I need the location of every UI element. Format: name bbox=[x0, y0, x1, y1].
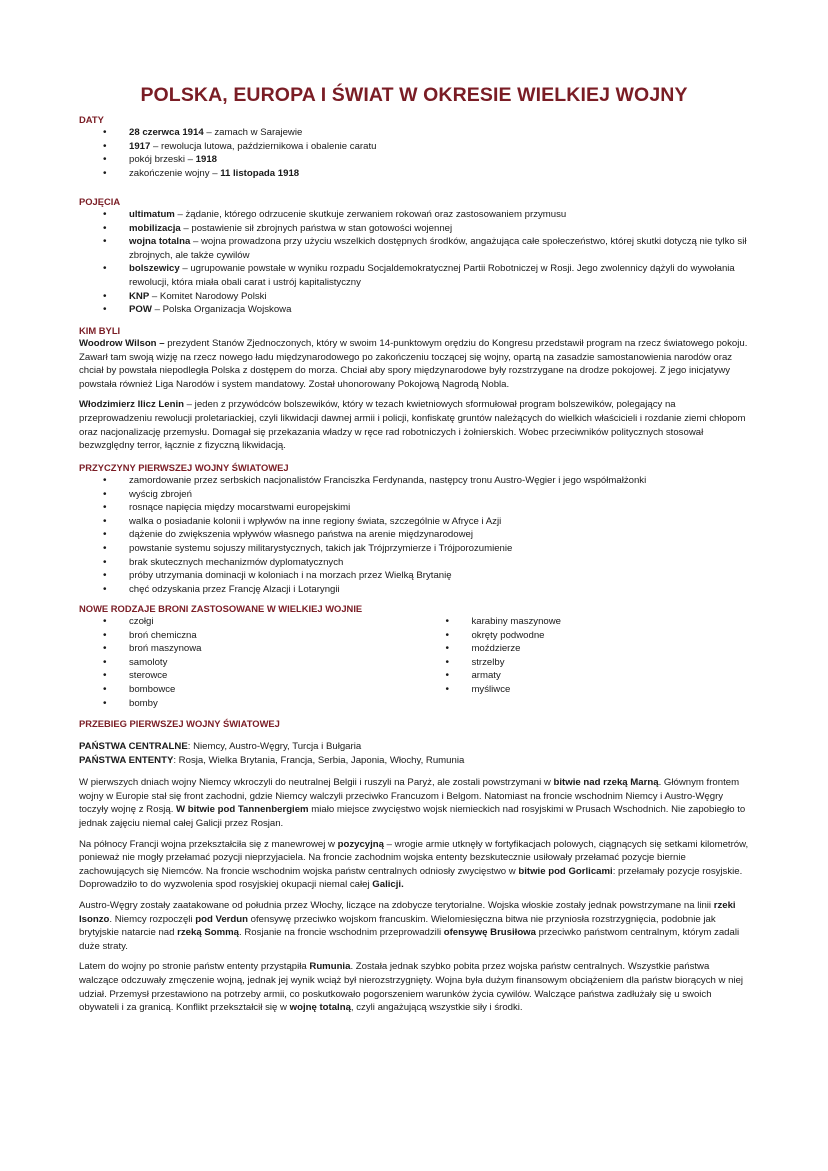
list-item: • powstanie systemu sojuszy militarystycznych, takich jak Trójprzymierze i Trójporozumienie bbox=[79, 542, 749, 556]
list-item: • bolszewicy – ugrupowanie powstałe w wyniku rozpadu Socjaldemokratycznej Partii Robotniczej w Rosji. Jego zwolennicy dążyli do wywołania rewolucji, która miała obali carat i ustrój kapitalistyczny bbox=[79, 262, 749, 289]
text-run: – wrogie armie utknęły w fortyfikacjach polowych, ciągnących się setkami kilometrów, ponieważ nie mogły przełamać pozycji nieprzyjaciela. Na froncie zachodnim wojska ententy bezskutecznie usiłowały przełamać pozycje biernie zachowujących się Niemców. Na froncie wschodnim wojska państw centralnych odniosły zwycięstwo w bbox=[79, 838, 749, 877]
przebieg-paragraph-2 bbox=[79, 838, 749, 892]
list-item: • bomby bbox=[79, 697, 421, 711]
list-item: • próby utrzymania dominacji w koloniach i na morzach przez Wielką Brytanię bbox=[79, 569, 749, 583]
bold-term: ofensywę Brusiłowa bbox=[443, 927, 536, 939]
section-heading-bronie: NOWE RODZAJE BRONI ZASTOSOWANE W WIELKIEJ WOJNIE bbox=[79, 603, 363, 614]
list-item: • czołgi bbox=[79, 615, 421, 629]
text-run: przeciwko państwom centralnym, którym zadali duże straty. bbox=[79, 927, 740, 952]
bold-term: rzeką Sommą bbox=[177, 927, 239, 939]
list-item: • walka o posiadanie kolonii i wpływów na inne regiony świata, szczególnie w Afryce i Azji bbox=[79, 515, 749, 529]
text-run: Na północy Francji wojna przekształciła się z manewrowej w bbox=[79, 838, 338, 850]
list-item: • myśliwce bbox=[421, 683, 749, 697]
przebieg-paragraph-4 bbox=[79, 960, 749, 1014]
list-item: • bombowce bbox=[79, 683, 421, 697]
section-heading-przebieg: PRZEBIEG PIERWSZEJ WOJNY ŚWIATOWEJ bbox=[79, 718, 280, 729]
list-item: • wojna totalna – wojna prowadzona przy użyciu wszelkich dostępnych środków, angażująca całe społeczeństwo, której skutki dotyczą nie tylko sił zbrojnych, ale także cywilów bbox=[79, 235, 749, 262]
list-item: • mobilizacja – postawienie sił zbrojnych państwa w stan gotowości wojennej bbox=[79, 222, 749, 236]
ententy-line: PAŃSTWA ENTENTY: Rosja, Wielka Brytania, Francja, Serbia, Japonia, Włochy, Rumunia bbox=[79, 754, 465, 766]
list-item: • okręty podwodne bbox=[421, 629, 749, 643]
bold-term: bitwie nad rzeką Marną bbox=[553, 777, 659, 789]
bold-term: bitwie pod Gorlicami bbox=[518, 865, 613, 877]
text-run: miało miejsce zwycięstwo wojsk niemieckich nad rosyjskimi w Prusach Wschodnich. Nie zapobiegło to jednak zajęciu niemal całej Galicji przez Rosjan. bbox=[79, 804, 746, 829]
bronie-columns bbox=[79, 615, 749, 710]
list-item: • brak skutecznych mechanizmów dyplomatycznych bbox=[79, 556, 749, 570]
section-przebieg bbox=[79, 717, 749, 1015]
section-kim-byli bbox=[79, 324, 749, 453]
list-item: • wyścig zbrojeń bbox=[79, 488, 749, 502]
text-run: . Niemcy rozpoczęli bbox=[109, 913, 196, 925]
section-pojecia bbox=[79, 195, 749, 317]
text-run: , czyli angażującą wszystkie siły i środki. bbox=[350, 1002, 523, 1014]
przebieg-paragraph-3 bbox=[79, 899, 749, 953]
bronie-list-left bbox=[79, 615, 421, 710]
section-daty bbox=[79, 113, 749, 180]
text-run: ofensywę przeciwko wojskom francuskim. Wielomiesięczna bitwa nie przyniosła rozstrzygnięcia, podobnie jak brytyjskie natarcie nad bbox=[79, 913, 716, 939]
list-item: • moździerze bbox=[421, 642, 749, 656]
bold-term: pod Verdun bbox=[195, 913, 248, 925]
wilson-paragraph: Woodrow Wilson – prezydent Stanów Zjednoczonych, który w swoim 14-punktowym orędziu do Kongresu przedstawił program na rzecz światowego pokoju. Zawarł tam swoją wizję na rzecz nowego ładu międzynarodowego po zakończeniu toczącej się wojny, opartą na zasadzie samostanowienia narodów oraz chciał by powstała niepodległa Polska z dostępem do morza. Chciał aby spory międzynarodowe były rozstrzygane na drodze pokojowej. Z jego inicjatywy powstała również Liga Narodów i system mandatowy. Został uhonorowany Pokojową Nagrodą Nobla. bbox=[79, 338, 748, 390]
bold-term: Rumunia bbox=[309, 961, 351, 973]
list-item: • 1917 – rewolucja lutowa, październikowa i obalenie caratu bbox=[79, 140, 749, 154]
list-item: • strzelby bbox=[421, 656, 749, 670]
section-bronie bbox=[79, 602, 749, 710]
text-run: : przełamały pozycje rosyjskie. Doprowadziło to do wyzwolenia spod rosyjskiej okupacji niemal całej bbox=[79, 865, 743, 891]
list-item: • rosnące napięcia między mocarstwami europejskimi bbox=[79, 501, 749, 515]
section-heading-daty: DATY bbox=[79, 114, 104, 125]
page-title: POLSKA, EUROPA I ŚWIAT W OKRESIE WIELKIEJ WOJNY bbox=[140, 84, 688, 106]
centralne-line: PAŃSTWA CENTRALNE: Niemcy, Austro-Węgry, Turcja i Bułgaria bbox=[79, 741, 362, 752]
list-item: • zamordowanie przez serbskich nacjonalistów Franciszka Ferdynanda, następcy tronu Austro-Węgier i jego współmałżonki bbox=[79, 474, 749, 488]
list-item: • pokój brzeski – 1918 bbox=[79, 153, 749, 167]
section-heading-kim-byli: KIM BYLI bbox=[79, 325, 121, 336]
list-item: • POW – Polska Organizacja Wojskowa bbox=[79, 303, 749, 317]
pojecia-list bbox=[79, 208, 749, 317]
list-item: • broń maszynowa bbox=[79, 642, 421, 656]
bold-term: wojnę totalną bbox=[289, 1002, 351, 1014]
lenin-paragraph: Włodzimierz Ilicz Lenin – jeden z przywódców bolszewików, który w tezach kwietniowych sformułował program bolszewików, polegający na przeprowadzeniu rewolucji proletariackiej, czyli likwidacji dawnej armii i policji, konfiskatę gruntów należących do wielkich właścicieli i rozdanie ziemi chłopom oraz nacjonalizację przemysłu. Domagał się przekazania władzy w ręce rad robotniczych i żołnierskich. Wobec przeciwników politycznych stosował bezwzględny terror, łącznie z fizyczną likwidacją. bbox=[79, 399, 746, 452]
list-item: • zakończenie wojny – 11 listopada 1918 bbox=[79, 167, 749, 181]
przebieg-paragraph-1 bbox=[79, 776, 749, 830]
section-przyczyny bbox=[79, 461, 749, 596]
bronie-list-right bbox=[421, 615, 749, 710]
list-item: • dążenie do zwiększenia wpływów własnego państwa na arenie międzynarodowej bbox=[79, 528, 749, 542]
section-heading-przyczyny: PRZYCZYNY PIERWSZEJ WOJNY ŚWIATOWEJ bbox=[79, 462, 289, 473]
list-item: • samoloty bbox=[79, 656, 421, 670]
section-heading-pojecia: POJĘCIA bbox=[79, 196, 121, 207]
bold-term: rzeki Isonzo bbox=[79, 899, 736, 925]
text-run: . Została jednak szybko pobita przez wojska państw centralnych. Wszystkie państwa walczące odczuwały zmęczenie wojną, jednak jej wynik wciąż był nierozstrzygnięty. Wojna była dużym finansowym obciążeniem dla państw biorących w niej udział. Przemysł przestawiono na potrzeby armii, co poskutkowało pogorszeniem warunków życia cywilów. Walczące państwa zadłużały się u swoich obywateli i za granicą. Konflikt przekształcił się w bbox=[79, 961, 744, 1014]
text-run: . Rosjanie na froncie wschodnim przeprowadzili bbox=[238, 927, 444, 939]
list-item: • KNP – Komitet Narodowy Polski bbox=[79, 290, 749, 304]
bold-term: pozycyjną bbox=[337, 838, 384, 850]
text-run: Latem do wojny po stronie państw ententy przystąpiła bbox=[79, 961, 310, 973]
daty-list bbox=[79, 126, 749, 180]
list-item: • karabiny maszynowe bbox=[421, 615, 749, 629]
text-run: W pierwszych dniach wojny Niemcy wkroczyli do neutralnej Belgii i ruszyli na Paryż, ale zostali powstrzymani w bbox=[79, 777, 554, 789]
przyczyny-list bbox=[79, 474, 749, 596]
list-item: • chęć odzyskania przez Francję Alzacji i Lotaryngii bbox=[79, 583, 749, 597]
list-item: • 28 czerwca 1914 – zamach w Sarajewie bbox=[79, 126, 749, 140]
list-item: • broń chemiczna bbox=[79, 629, 421, 643]
list-item: • ultimatum – żądanie, którego odrzucenie skutkuje zerwaniem rokowań oraz zastosowaniem przymusu bbox=[79, 208, 749, 222]
bold-term: W bitwie pod Tannenbergiem bbox=[176, 804, 309, 816]
list-item: • armaty bbox=[421, 669, 749, 683]
text-run: . Głównym frontem wojny w Europie stał się front zachodni, gdzie Niemcy walczyli przeciwko Francuzom i Belgom. Natomiast na froncie wschodnim Niemcy i Austro-Węgry toczyły wojnę z Rosją. bbox=[79, 777, 740, 816]
text-run: Austro-Węgry zostały zaatakowane od południa przez Włochy, liczące na zdobycze terytorialne. Wojska włoskie zostały jednak powstrzymane na linii bbox=[79, 899, 714, 911]
list-item: • sterowce bbox=[79, 669, 421, 683]
bold-term: Galicji. bbox=[372, 879, 404, 891]
